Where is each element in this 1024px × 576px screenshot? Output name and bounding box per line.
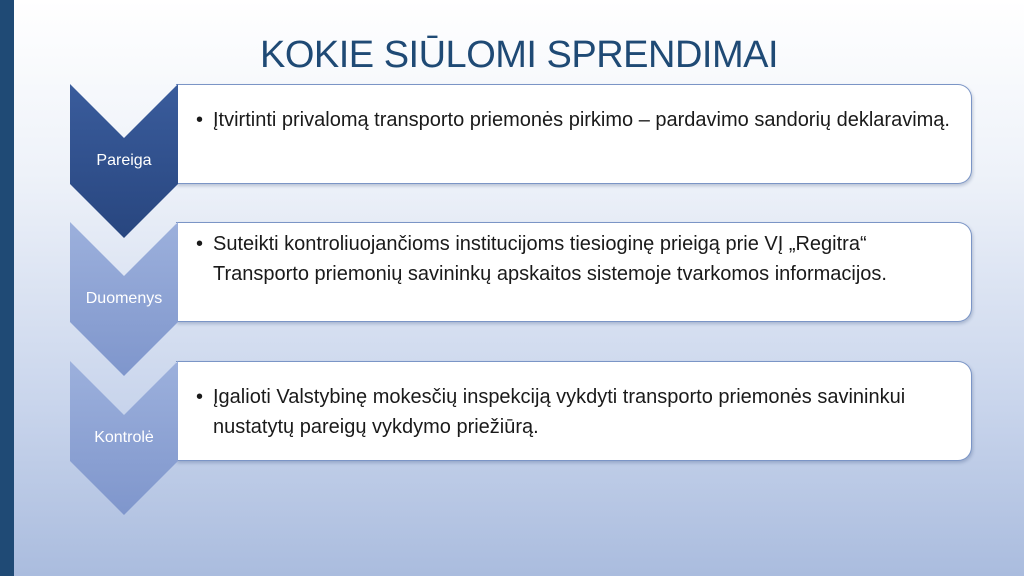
bullet-dot: •: [196, 233, 204, 255]
bullet-dot: •: [196, 109, 204, 131]
bullet-row: [196, 105, 955, 135]
chevron-label-duomenys: Duomenys: [85, 290, 163, 307]
bullet-row: [196, 382, 955, 442]
bullet-dot: •: [196, 386, 204, 408]
card-text: Įgalioti Valstybinę mokesčių inspekciją vykdyti transporto priemonės savininkui nustatytų pareigų vykdymo priežiūrą.: [213, 386, 906, 438]
chevron-pareiga: [70, 84, 178, 238]
slide-title: KOKIE SIŪLOMI SPRENDIMAI: [260, 34, 778, 76]
chevron-kontrole: [70, 361, 178, 515]
card-pareiga: [176, 84, 972, 184]
card-duomenys: [176, 222, 972, 322]
card-kontrole: [176, 361, 972, 461]
chevron-label-kontrole: Kontrolė: [94, 429, 154, 446]
card-text: Įtvirtinti privalomą transporto priemonės pirkimo – pardavimo sandorių deklaravimą.: [213, 109, 950, 131]
chevron-duomenys: [70, 222, 178, 376]
bullet-row: [196, 229, 955, 289]
left-accent-bar: [0, 0, 14, 576]
card-text: Suteikti kontroliuojančioms institucijoms tiesioginę prieigą prie VĮ „Regitra“ Transporto priemonių savininkų apskaitos sistemoje tvarkomos informacijos.: [213, 233, 887, 285]
chevron-label-pareiga: Pareiga: [96, 152, 152, 169]
